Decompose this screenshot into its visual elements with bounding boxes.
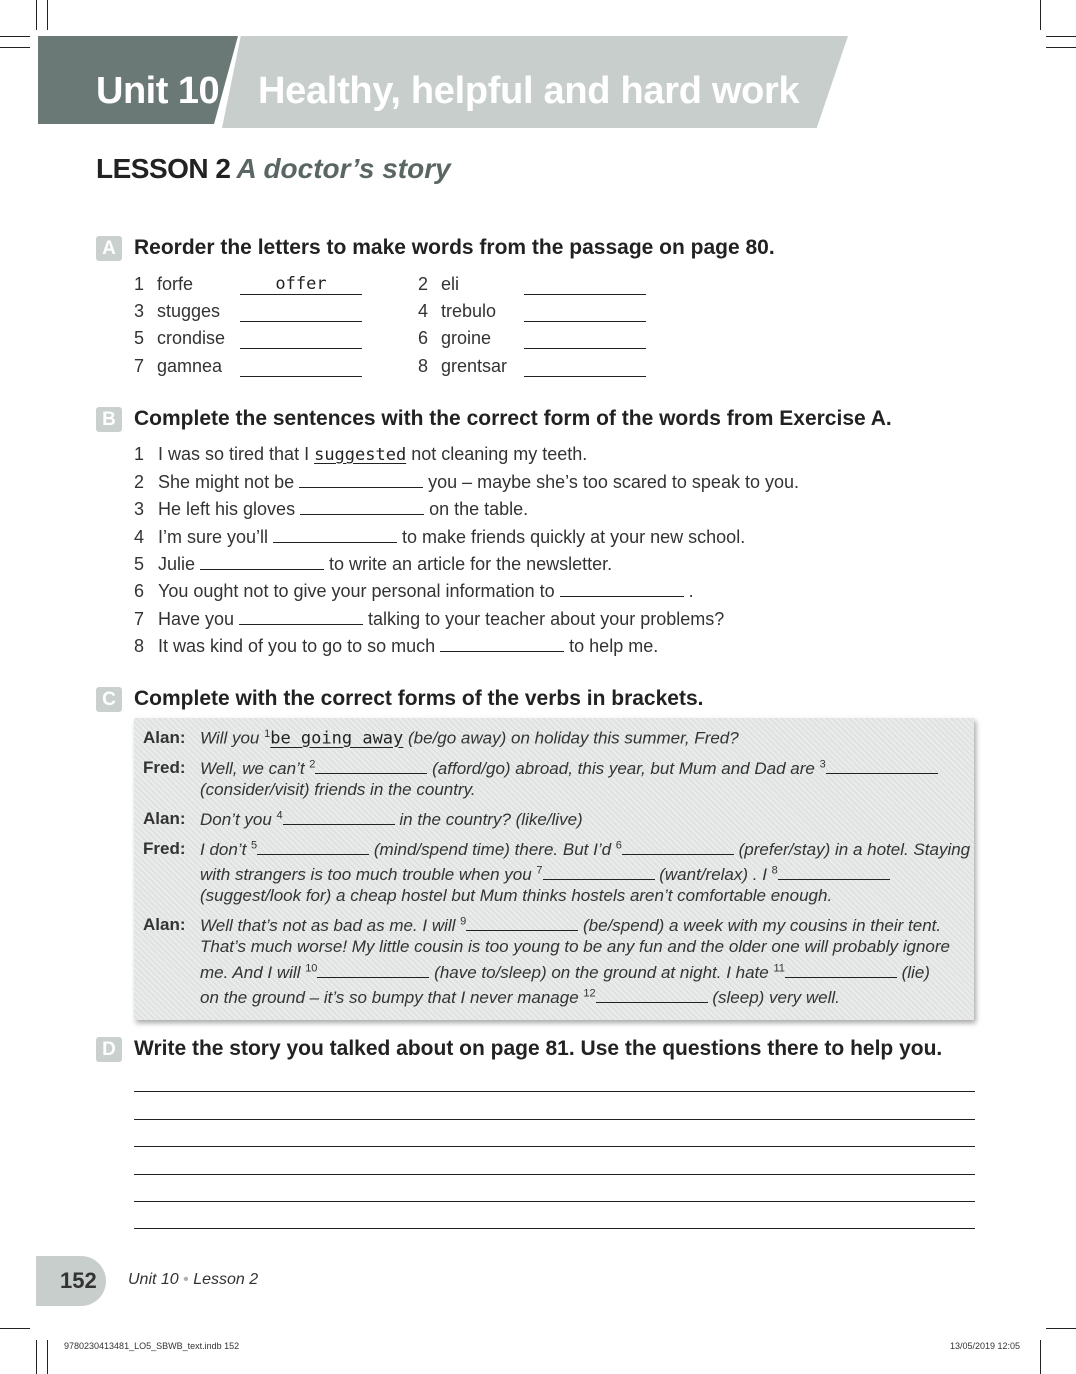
sentence-text: . <box>683 581 694 601</box>
page-number: 152 <box>60 1268 97 1293</box>
speaker-label: Alan: <box>143 728 186 747</box>
sentence-text: She might not be <box>158 472 300 492</box>
item-number: 6 <box>418 328 429 348</box>
answer-field[interactable] <box>200 553 324 570</box>
crop-mark <box>1046 36 1076 37</box>
exercise-b-instruction: Complete the sentences with the correct form of the words from Exercise A. <box>134 407 892 430</box>
dialogue-text: in the country? (like/live) <box>394 810 583 829</box>
answer-field[interactable] <box>622 839 734 855</box>
crop-mark <box>1040 1340 1041 1374</box>
item-number: 2 <box>418 274 429 294</box>
dialogue-text: (sleep) very well. <box>707 988 840 1007</box>
crop-mark <box>1046 47 1076 48</box>
writing-line[interactable] <box>134 1174 975 1175</box>
scrambled-word: groine <box>441 328 492 348</box>
gap-number: 12 <box>583 987 596 1000</box>
answer-field[interactable] <box>240 356 362 377</box>
dialogue-text: Will you <box>200 728 265 748</box>
dialogue-line <box>200 839 970 860</box>
dialogue-text: (be/spend) a week with my cousins in their tent. <box>578 916 942 935</box>
gap-number: 10 <box>305 962 318 975</box>
exercise-a-instruction: Reorder the letters to make words from the passage on page 80. <box>134 236 775 259</box>
answer-field[interactable] <box>240 328 362 349</box>
footer-unit: Unit 10 <box>128 1271 179 1288</box>
answer-field[interactable] <box>524 274 646 295</box>
item-number: 4 <box>134 527 145 547</box>
scrambled-word: gamnea <box>157 356 223 376</box>
sentence-text: not cleaning my teeth. <box>406 444 588 464</box>
dialogue-text: (have to/sleep) on the ground at night. I hate <box>429 963 774 982</box>
section-letter-a: A <box>96 236 122 261</box>
dialogue-line <box>200 987 840 1008</box>
answer-field[interactable]: offer <box>240 274 362 295</box>
sentence-text: talking to your teacher about your problems? <box>363 609 725 629</box>
exercise-b-sentence <box>134 498 528 522</box>
exercise-d-instruction: Write the story you talked about on page 81. Use the questions there to help you. <box>134 1037 943 1060</box>
speaker-label: Alan: <box>143 915 186 934</box>
lesson-title: A doctor’s story <box>236 153 451 184</box>
lesson-number: LESSON 2 <box>96 153 231 184</box>
print-slug-file: 9780230413481_LO5_SBWB_text.indb 152 <box>64 1341 240 1351</box>
lesson-heading <box>96 153 451 185</box>
answer-field[interactable] <box>466 915 578 931</box>
writing-line[interactable] <box>134 1228 975 1229</box>
speaker-label: Fred: <box>143 839 186 858</box>
item-number: 8 <box>134 636 145 656</box>
dialogue-text: (prefer/stay) in a hotel. Staying <box>733 840 971 859</box>
footer-breadcrumb <box>128 1271 258 1289</box>
gap-number: 8 <box>771 864 778 877</box>
item-number: 7 <box>134 609 145 629</box>
scrambled-word: grentsar <box>441 356 508 376</box>
item-number: 8 <box>418 356 429 376</box>
sentence-text: I’m sure you’ll <box>158 527 274 547</box>
sentence-text: Julie <box>158 554 201 574</box>
gap-number: 11 <box>773 962 785 975</box>
answer-field[interactable] <box>299 471 423 488</box>
sentence-text: Have you <box>158 609 240 629</box>
section-letter-d: D <box>96 1037 122 1062</box>
dialogue-text: (afford/go) abroad, this year, but Mum and Dad are <box>427 759 820 778</box>
dialogue-line <box>200 809 583 830</box>
exercise-b-sentence <box>134 553 612 577</box>
sentence-text: It was kind of you to go to so much <box>158 636 441 656</box>
answer-field[interactable] <box>239 608 363 625</box>
item-number: 3 <box>134 301 145 321</box>
exercise-b-sentence <box>134 580 694 604</box>
gap-number: 3 <box>819 758 826 771</box>
dialogue-text: on the ground – it’s so bumpy that I never manage <box>200 988 584 1007</box>
answer-field[interactable] <box>543 864 655 880</box>
answer-field[interactable] <box>300 498 424 515</box>
crop-mark <box>36 1340 37 1374</box>
sentence-text: He left his gloves <box>158 499 301 519</box>
dialogue-text: Well that’s not as bad as me. I will <box>200 916 461 935</box>
answer-field[interactable] <box>257 839 369 855</box>
item-number: 1 <box>134 444 145 464</box>
scrambled-word: eli <box>441 274 460 294</box>
gap-number: 1 <box>264 728 271 740</box>
sentence-text: I was so tired that I <box>158 444 315 464</box>
answer-field[interactable] <box>826 758 938 774</box>
dialogue-text: Well, we can’t <box>200 759 310 778</box>
answer-field[interactable] <box>317 962 429 978</box>
crop-mark <box>0 47 30 48</box>
sentence-text: you – maybe she’s too scared to speak to you. <box>423 472 799 492</box>
exercise-b-sentence <box>134 608 724 632</box>
crop-mark <box>47 0 48 30</box>
gap-number: 9 <box>460 915 467 928</box>
footer-lesson: Lesson 2 <box>193 1271 259 1288</box>
dialogue-line: (suggest/look for) a cheap hostel but Mum thinks hostels aren’t comfortable enough. <box>200 886 833 905</box>
speaker-label: Alan: <box>143 809 186 828</box>
exercise-b-sentence <box>134 471 799 495</box>
unit-label: Unit 10 <box>96 70 220 112</box>
dialogue-line <box>200 864 890 885</box>
dialogue-line <box>200 728 739 749</box>
item-number: 2 <box>134 472 145 492</box>
footer-separator: • <box>183 1271 189 1288</box>
exercise-b-sentence <box>134 526 745 550</box>
exercise-b-sentence <box>134 635 658 659</box>
dialogue-text: Don’t you <box>200 810 277 829</box>
writing-line[interactable] <box>134 1119 975 1120</box>
exercise-b-sentence <box>134 444 587 468</box>
exercise-c-instruction: Complete with the correct forms of the verbs in brackets. <box>134 687 704 710</box>
gap-number: 2 <box>309 758 316 771</box>
crop-mark <box>1046 1328 1076 1329</box>
dialogue-line <box>200 962 930 983</box>
scrambled-word: crondise <box>157 328 226 348</box>
dialogue-text: me. And I will <box>200 963 306 982</box>
dialogue-text: (want/relax) . I <box>654 865 772 884</box>
writing-line[interactable] <box>134 1201 975 1202</box>
dialogue-line <box>200 915 941 936</box>
scrambled-word: trebulo <box>441 301 497 321</box>
item-number: 4 <box>418 301 429 321</box>
gap-number: 6 <box>615 839 622 852</box>
item-number: 5 <box>134 328 145 348</box>
dialogue-line: That’s much worse! My little cousin is too young to be any fun and the older one will probably ignore <box>200 937 950 956</box>
gap-number: 7 <box>536 864 543 877</box>
answer-field[interactable] <box>778 864 890 880</box>
dialogue-text: (lie) <box>896 963 930 982</box>
dialogue-text: (be/go away) on holiday this summer, Fred? <box>403 728 739 748</box>
scrambled-word: forfe <box>157 274 194 294</box>
sentence-text: to write an article for the newsletter. <box>324 554 613 574</box>
sentence-text: on the table. <box>424 499 529 519</box>
crop-mark <box>0 1328 30 1329</box>
crop-mark <box>0 36 30 37</box>
dialogue-line: (consider/visit) friends in the country. <box>200 780 476 799</box>
unit-title: Healthy, helpful and hard work <box>258 70 800 112</box>
dialogue-text: I don’t <box>200 840 252 859</box>
dialogue-line <box>200 758 938 779</box>
sentence-text: to help me. <box>564 636 659 656</box>
answer-field[interactable]: suggested <box>314 445 407 465</box>
answer-field[interactable] <box>524 301 646 322</box>
crop-mark <box>47 1340 48 1374</box>
gap-number: 4 <box>276 809 283 822</box>
answer-field[interactable] <box>273 526 397 543</box>
dialogue-text: (mind/spend time) there. But I’d <box>369 840 616 859</box>
print-slug-date: 13/05/2019 12:05 <box>950 1341 1021 1351</box>
answer-field[interactable] <box>785 962 897 978</box>
item-number: 7 <box>134 356 145 376</box>
answer-field[interactable]: be going away <box>270 728 404 749</box>
item-number: 5 <box>134 554 145 574</box>
scrambled-word: stugges <box>157 301 221 321</box>
crop-mark <box>1040 0 1041 30</box>
section-letter-c: C <box>96 687 122 712</box>
crop-mark <box>36 0 37 30</box>
answer-field[interactable] <box>524 356 646 377</box>
item-number: 6 <box>134 581 145 601</box>
writing-line[interactable] <box>134 1091 975 1092</box>
answer-field[interactable] <box>283 809 395 825</box>
answer-field[interactable] <box>315 758 427 774</box>
gap-number: 5 <box>251 839 258 852</box>
item-number: 1 <box>134 274 145 294</box>
answer-field[interactable] <box>440 635 564 652</box>
section-letter-b: B <box>96 407 122 432</box>
dialogue-text: with strangers is too much trouble when you <box>200 865 537 884</box>
answer-field[interactable] <box>560 580 684 597</box>
item-number: 3 <box>134 499 145 519</box>
speaker-label: Fred: <box>143 758 186 777</box>
sentence-text: You ought not to give your personal information to <box>158 581 560 601</box>
answer-field[interactable] <box>524 328 646 349</box>
answer-field[interactable] <box>596 987 708 1003</box>
writing-line[interactable] <box>134 1146 975 1147</box>
answer-field[interactable] <box>240 301 362 322</box>
sentence-text: to make friends quickly at your new school. <box>397 527 746 547</box>
